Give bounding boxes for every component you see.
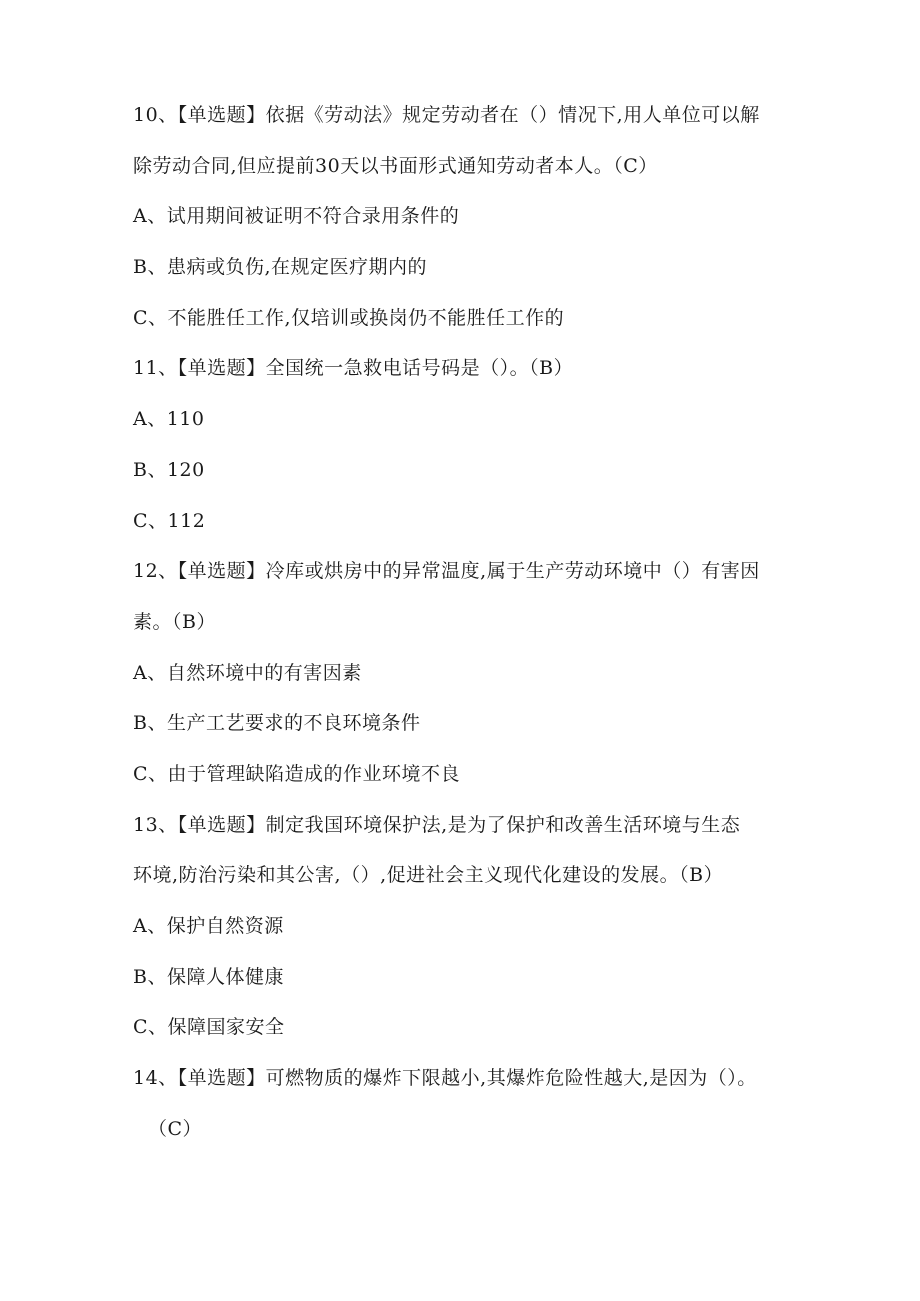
question-13-option-b: B、保障人体健康 bbox=[133, 966, 284, 988]
question-12-stem-line-1: 12、【单选题】冷库或烘房中的异常温度,属于生产劳动环境中（）有害因 bbox=[133, 560, 760, 582]
question-10-stem-line-1: 10、【单选题】依据《劳动法》规定劳动者在（）情况下,用人单位可以解 bbox=[133, 104, 760, 126]
question-13-stem-line-1: 13、【单选题】制定我国环境保护法,是为了保护和改善生活环境与生态 bbox=[133, 814, 741, 836]
question-12-option-a: A、自然环境中的有害因素 bbox=[133, 662, 362, 684]
question-11-option-a: A、110 bbox=[133, 408, 205, 430]
question-13-stem-line-2: 环境,防治污染和其公害,（）,促进社会主义现代化建设的发展。（B） bbox=[133, 864, 724, 886]
question-13-option-c: C、保障国家安全 bbox=[133, 1016, 285, 1038]
question-11-stem-line-1: 11、【单选题】全国统一急救电话号码是（）。（B） bbox=[133, 357, 574, 379]
question-14-stem-line-1: 14、【单选题】可燃物质的爆炸下限越小,其爆炸危险性越大,是因为（）。 bbox=[133, 1067, 757, 1089]
question-13-option-a: A、保护自然资源 bbox=[133, 915, 284, 937]
question-10-stem-line-2: 除劳动合同,但应提前30天以书面形式通知劳动者本人。（C） bbox=[133, 155, 658, 177]
question-11-option-b: B、120 bbox=[133, 459, 205, 481]
question-12-option-c: C、由于管理缺陷造成的作业环境不良 bbox=[133, 763, 461, 785]
question-10-option-a: A、试用期间被证明不符合录用条件的 bbox=[133, 205, 460, 227]
question-11-option-c: C、112 bbox=[133, 510, 206, 532]
question-12-option-b: B、生产工艺要求的不良环境条件 bbox=[133, 712, 421, 734]
question-12-stem-line-2: 素。（B） bbox=[133, 611, 216, 633]
question-10-option-c: C、不能胜任工作,仅培训或换岗仍不能胜任工作的 bbox=[133, 307, 565, 329]
question-10-option-b: B、患病或负伤,在规定医疗期内的 bbox=[133, 256, 428, 278]
question-14-stem-line-2: （C） bbox=[148, 1118, 203, 1140]
